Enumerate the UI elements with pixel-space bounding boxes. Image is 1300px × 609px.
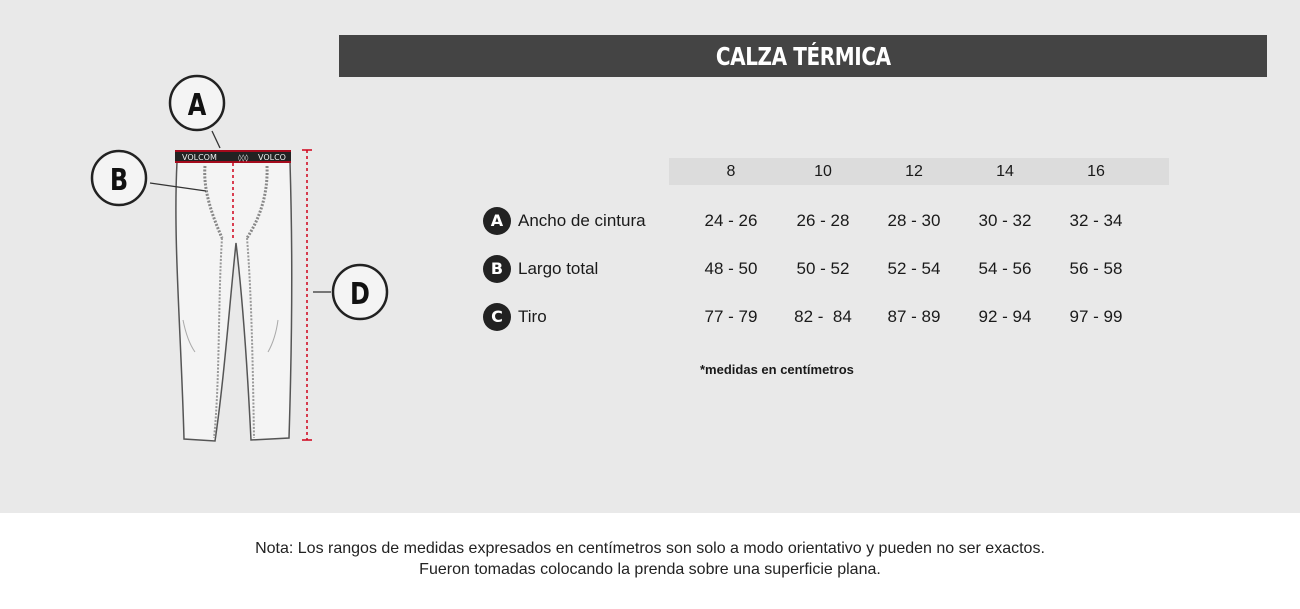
waistband-brand-left: VOLCOM: [182, 153, 217, 162]
row-label: Largo total: [518, 259, 599, 278]
marker-d-icon: [333, 265, 387, 319]
footer-note-line-1: Nota: Los rangos de medidas expresados en centímetros son solo a modo orientativo y pueden no ser exactos.: [255, 540, 1045, 557]
svg-text:◊◊◊: ◊◊◊: [238, 154, 249, 162]
unit-note: *medidas en centímetros: [700, 362, 854, 377]
table-cell: 24 - 26: [704, 211, 758, 230]
marker-a-icon: [170, 76, 224, 130]
table-cell: 48 - 50: [704, 259, 758, 278]
row-badge-c: C: [483, 303, 511, 331]
size-header-14: 14: [996, 163, 1014, 180]
svg-text:B: B: [109, 163, 129, 198]
table-cell: 97 - 99: [1069, 307, 1123, 326]
size-header-16: 16: [1087, 163, 1105, 180]
footer-note-line-2: Fueron tomadas colocando la prenda sobre una superficie plana.: [419, 561, 881, 578]
table-cell: 50 - 52: [796, 259, 850, 278]
footer-note: [0, 538, 1300, 580]
table-cell: 82 - 84: [794, 307, 852, 326]
size-header-12: 12: [905, 163, 923, 180]
table-cell: 30 - 32: [978, 211, 1032, 230]
waistband-brand-right: VOLCO: [258, 153, 286, 162]
svg-text:D: D: [350, 277, 370, 312]
table-cell: 26 - 28: [796, 211, 850, 230]
marker-b-icon: [92, 151, 146, 205]
row-badge-a: A: [483, 207, 511, 235]
leggings-illustration: [80, 68, 400, 458]
title-bar: [339, 35, 1267, 77]
table-cell: 32 - 34: [1069, 211, 1123, 230]
row-label: Tiro: [518, 307, 547, 326]
svg-text:A: A: [187, 88, 207, 123]
table-cell: 77 - 79: [704, 307, 758, 326]
table-cell: 52 - 54: [887, 259, 941, 278]
page-title: CALZA TÉRMICA: [715, 41, 891, 71]
table-cell: 92 - 94: [978, 307, 1032, 326]
table-cell: 56 - 58: [1069, 259, 1123, 278]
size-header-8: 8: [726, 163, 736, 180]
row-label: Ancho de cintura: [518, 211, 646, 230]
table-cell: 28 - 30: [887, 211, 941, 230]
leggings-outline: [176, 162, 292, 441]
row-badge-b: B: [483, 255, 511, 283]
size-header-10: 10: [814, 163, 832, 180]
table-cell: 54 - 56: [978, 259, 1032, 278]
table-cell: 87 - 89: [887, 307, 941, 326]
